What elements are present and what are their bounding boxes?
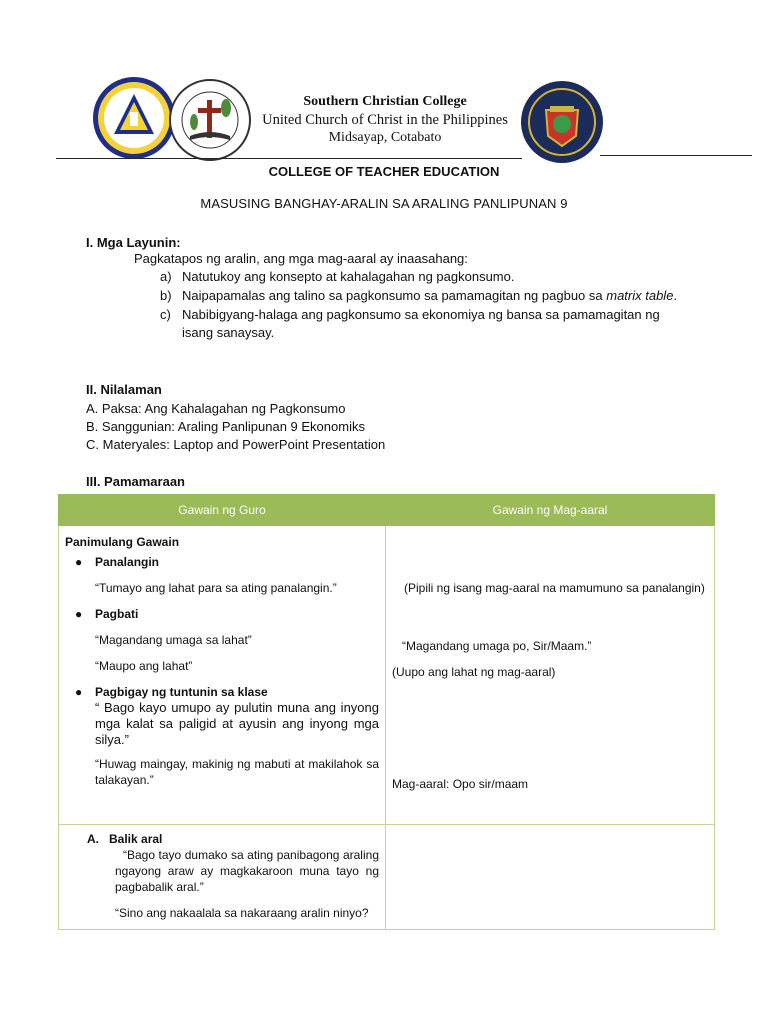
student-text: “Magandang umaga po, Sir/Maam.” (402, 639, 592, 653)
college-of-teacher-education-seal (520, 80, 604, 164)
section-procedure-title: III. Pamamaraan (86, 474, 185, 489)
student-column-header: Gawain ng Mag-aaral (386, 495, 715, 526)
list-item: ● Panalangin (75, 555, 160, 569)
list-item: ● Pagbati (75, 607, 139, 621)
department-title: COLLEGE OF TEACHER EDUCATION (268, 164, 500, 179)
objectives-intro: Pagkatapos ng aralin, ang mga mag-aaral ay inaasahang: (134, 251, 468, 266)
list-item: A. Balik aral (87, 832, 163, 846)
church-name: United Church of Christ in the Philippines (262, 112, 508, 128)
teacher-activity-cell (59, 526, 386, 825)
objective-item: c) Nabibigyang-halaga ang pagkonsumo sa ekonomiya ng bansa sa pamamagitan ng isang sanaysay. (160, 307, 660, 340)
list-item: ● Pagbigay ng tuntunin sa klase (75, 685, 268, 699)
table-row (59, 526, 715, 825)
location: Midsayap, Cotabato (328, 130, 442, 145)
activity-heading: Panimulang Gawain (65, 535, 180, 549)
plan-title: MASUSING BANGHAY-ARALIN SA ARALING PANLIPUNAN 9 (200, 196, 568, 211)
student-text: (Uupo ang lahat ng mag-aaral) (392, 665, 556, 679)
teacher-text: “Tumayo ang lahat para sa ating panalangin.” (95, 581, 337, 595)
student-activity-cell (386, 526, 715, 825)
student-activity-cell (386, 825, 715, 930)
section-content-title: II. Nilalaman (86, 382, 162, 397)
section-objectives-title: I. Mga Layunin: (86, 235, 181, 250)
teacher-column-header: Gawain ng Guro (59, 495, 386, 526)
teacher-text: “ Bago kayo umupo ay pulutin muna ang inyong mga kalat sa paligid at ayusin ang inyong mga silya.” (95, 700, 379, 747)
objective-item: b) Naipapamalas ang talino sa pagkonsumo sa pamamagitan ng pagbuo sa matrix table. (160, 288, 678, 303)
objectives-list (160, 268, 680, 343)
teacher-text: “Huwag maingay, makinig ng mabuti at makilahok sa talakayan.” (95, 757, 379, 787)
sc-college-seal (92, 76, 176, 160)
teacher-text: “Sino ang nakaalala sa nakaraang aralin ninyo? (115, 906, 369, 920)
teacher-text: “Maupo ang lahat” (95, 659, 193, 673)
content-reference: B. Sanggunian: Araling Panlipunan 9 Ekonomiks (86, 419, 365, 434)
header-divider-right (600, 155, 752, 156)
teacher-text: “Bago tayo dumako sa ating panibagong araling ngayong araw ay magkakaroon muna tayo ng pagbabalik aral.” (115, 848, 379, 894)
table-row (59, 825, 715, 930)
header-divider-left (56, 158, 522, 159)
teacher-text: “Magandang umaga sa lahat” (95, 633, 252, 647)
teacher-activity-cell (59, 825, 386, 930)
content-materials: C. Materyales: Laptop and PowerPoint Presentation (86, 437, 386, 452)
college-name: Southern Christian College (303, 94, 467, 109)
procedure-table (58, 494, 715, 930)
student-text: (Pipili ng isang mag-aaral na mamumuno sa panalangin) (404, 581, 705, 595)
objective-item: a) Natutukoy ang konsepto at kahalagahan ng pagkonsumo. (160, 269, 515, 284)
content-topic: A. Paksa: Ang Kahalagahan ng Pagkonsumo (86, 401, 346, 416)
student-text: Mag-aaral: Opo sir/maam (392, 777, 529, 791)
